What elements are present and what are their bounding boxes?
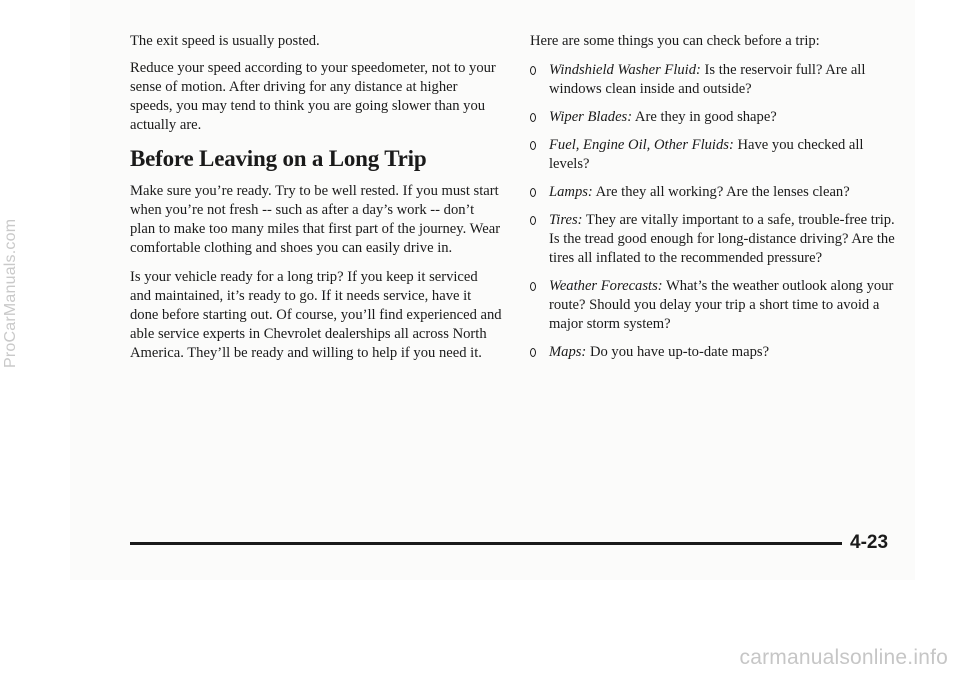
- checklist-item: [530, 108, 900, 127]
- item-term: Maps:: [549, 344, 587, 360]
- item-text: Are they in good shape?: [632, 109, 777, 125]
- checklist-item: [530, 211, 900, 268]
- bullet-icon: [530, 348, 536, 357]
- bullet-icon: [530, 282, 536, 291]
- section-heading: Before Leaving on a Long Trip: [130, 146, 427, 171]
- item-text: Is the reservoir full? Are all windows clean inside and outside?: [549, 62, 866, 97]
- left-column: [130, 32, 502, 373]
- right-column: [530, 32, 900, 371]
- item-term: Weather Forecasts:: [549, 278, 663, 294]
- item-text: Are they all working? Are the lenses clean?: [592, 184, 850, 200]
- item-term: Fuel, Engine Oil, Other Fluids:: [549, 137, 734, 153]
- bullet-icon: [530, 113, 536, 122]
- page-number: 4-23: [850, 532, 889, 553]
- footer-watermark: carmanualsonline.info: [739, 646, 948, 669]
- item-term: Wiper Blades:: [549, 109, 633, 125]
- paragraph-be-ready: Make sure you’re ready. Try to be well rested. If you must start when you’re not fresh -- such as after a day’s work -- don’t plan to make too many miles that first part of the journey. Wear comfortable clothing and shoes you can easily drive in.: [130, 183, 501, 256]
- item-term: Tires:: [549, 212, 583, 228]
- bullet-icon: [530, 188, 536, 197]
- bullet-icon: [530, 66, 536, 75]
- paragraph-reduce-speed: Reduce your speed according to your speedometer, not to your sense of motion. After driving for any distance at higher speeds, you may tend to think you are going slower than you actually are.: [130, 60, 496, 133]
- paragraph-vehicle-ready: Is your vehicle ready for a long trip? If you keep it serviced and maintained, it’s ready to go. If it needs service, have it done before starting out. Of course, you’ll find experienced and able service experts in Chevrolet dealerships all across North America. They’ll be ready and willing to help if you need it.: [130, 269, 502, 361]
- item-text: They are vitally important to a safe, trouble-free trip. Is the tread good enough for long-distance driving? Are the tires all inflated to the recommended pressure?: [549, 212, 895, 266]
- checklist-intro: Here are some things you can check before a trip:: [530, 33, 820, 49]
- item-term: Lamps:: [549, 184, 593, 200]
- side-watermark: ProCarManuals.com: [2, 218, 19, 368]
- checklist-item: [530, 277, 900, 334]
- item-term: Windshield Washer Fluid:: [549, 62, 701, 78]
- item-text: What’s the weather outlook along your route? Should you delay your trip a short time to avoid a major storm system?: [549, 278, 894, 332]
- checklist-item: [530, 183, 900, 202]
- checklist-item: [530, 136, 900, 174]
- footer-rule: [130, 542, 842, 545]
- checklist-item: [530, 61, 900, 99]
- item-text: Do you have up-to-date maps?: [586, 344, 770, 360]
- checklist-item: [530, 343, 900, 362]
- paragraph-exit-speed: The exit speed is usually posted.: [130, 33, 320, 49]
- bullet-icon: [530, 141, 536, 150]
- item-text: Have you checked all levels?: [549, 137, 864, 172]
- bullet-icon: [530, 216, 536, 225]
- trip-checklist: [530, 61, 900, 362]
